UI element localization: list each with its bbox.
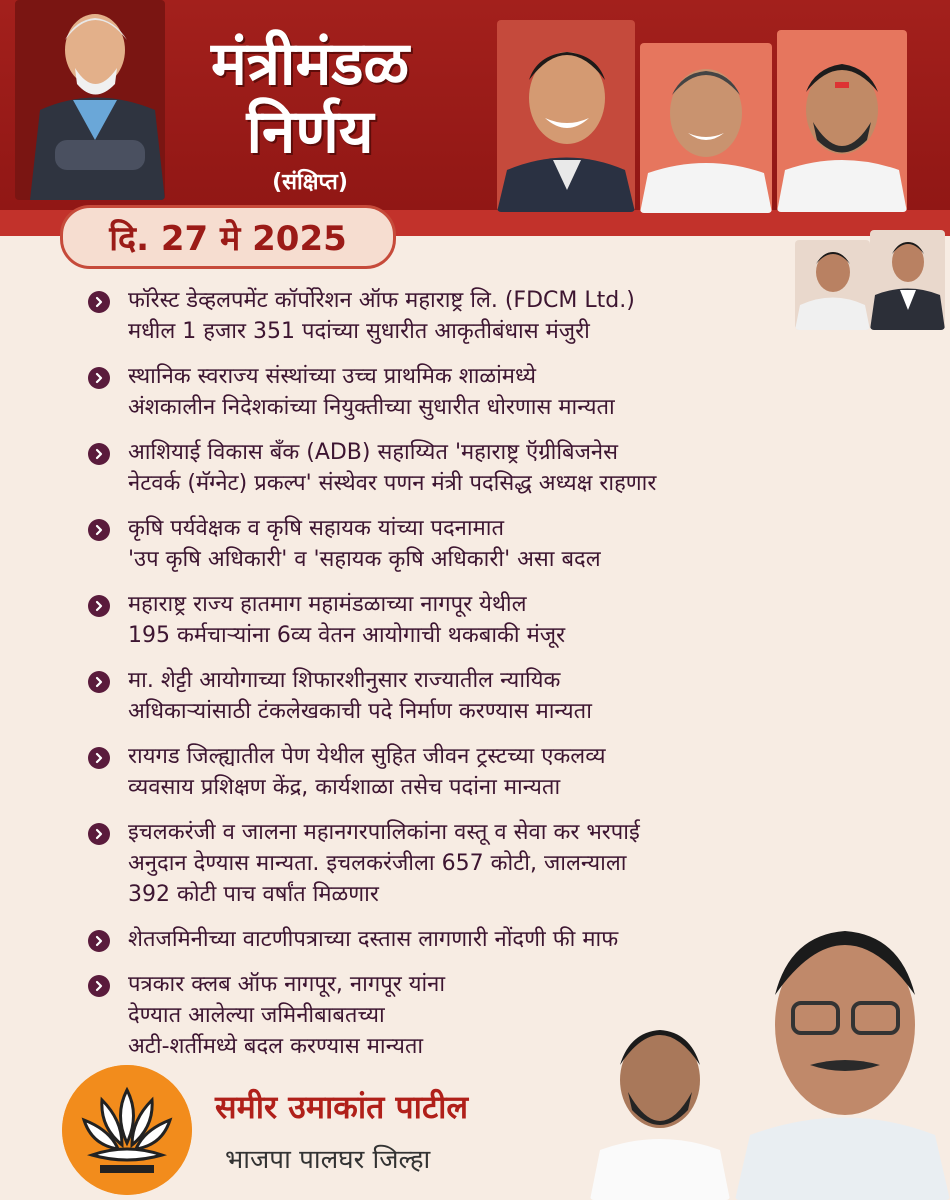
portrait-footer-main bbox=[735, 895, 950, 1200]
list-item bbox=[88, 361, 848, 423]
subtitle: (संक्षिप्त) bbox=[272, 170, 348, 195]
chevron-right-icon bbox=[88, 443, 110, 465]
chevron-right-icon bbox=[88, 975, 110, 997]
list-item-text: महाराष्ट्र राज्य हातमाग महामंडळाच्या नागपूर येथील 195 कर्मचाऱ्यांना 6व्य वेतन आयोगाची थकबाकी मंजूर bbox=[128, 592, 566, 648]
list-item bbox=[88, 285, 848, 347]
title-line-2: निर्णय bbox=[246, 97, 374, 167]
list-item-text: स्थानिक स्वराज्य संस्थांच्या उच्च प्राथमिक शाळांमध्ये अंशकालीन निदेशकांच्या नियुक्तीच्या सुधारीत धोरणास मान्यता bbox=[128, 364, 615, 420]
list-item-text: मा. शेट्टी आयोगाच्या शिफारशीनुसार राज्यातील न्यायिक अधिकाऱ्यांसाठी टंकलेखकाची पदे निर्माण करण्यास मान्यता bbox=[128, 668, 592, 724]
list-item-text: फॉरेस्ट डेव्हलपमेंट कॉर्पोरेशन ऑफ महाराष्ट्र लि. (FDCM Ltd.) मधील 1 हजार 351 पदांच्या सुधारीत आकृतीबंधास मंजुरी bbox=[128, 288, 635, 344]
chevron-right-icon bbox=[88, 291, 110, 313]
list-item-text: पत्रकार क्लब ऑफ नागपूर, नागपूर यांना देण्यात आलेल्या जमिनीबाबतच्या अटी-शर्तीमध्ये बदल करण्यास मान्यता bbox=[128, 972, 446, 1059]
list-item bbox=[88, 589, 848, 651]
chevron-right-icon bbox=[88, 519, 110, 541]
list-item bbox=[88, 817, 848, 910]
title-line-1: मंत्रीमंडळ bbox=[210, 29, 410, 99]
list-item-text: आशियाई विकास बँक (ADB) सहाय्यित 'महाराष्ट्र ऍग्रीबिजनेस नेटवर्क (मॅग्नेट) प्रकल्प' संस्थेवर पणन मंत्री पदसिद्ध अध्यक्ष राहणार bbox=[128, 440, 657, 496]
portrait-small-2 bbox=[870, 230, 945, 330]
portrait-leader-2 bbox=[640, 43, 772, 213]
list-item bbox=[88, 437, 848, 499]
list-item-text: इचलकरंजी व जालना महानगरपालिकांना वस्तू व सेवा कर भरपाई अनुदान देण्यास मान्यता. इचलकरंजीला 657 कोटी, जालन्याला 392 कोटी पाच वर्षांत मिळणार bbox=[128, 820, 640, 907]
list-item-text: शेतजमिनीच्या वाटणीपत्राच्या दस्तास लागणारी नोंदणी फी माफ bbox=[128, 927, 619, 952]
footer-role: भाजपा पालघर जिल्हा bbox=[225, 1145, 431, 1175]
portrait-footer-young bbox=[590, 1010, 730, 1200]
lotus-logo-icon bbox=[62, 1065, 192, 1195]
portrait-leader-3 bbox=[777, 30, 907, 212]
portrait-left-leader bbox=[15, 0, 165, 200]
chevron-right-icon bbox=[88, 823, 110, 845]
footer-name: समीर उमाकांत पाटील bbox=[215, 1088, 469, 1126]
chevron-right-icon bbox=[88, 595, 110, 617]
chevron-right-icon bbox=[88, 671, 110, 693]
list-item-text: रायगड जिल्ह्यातील पेण येथील सुहित जीवन ट्रस्टच्या एकलव्य व्यवसाय प्रशिक्षण केंद्र, कार्यशाळा तसेच पदांना मान्यता bbox=[128, 744, 606, 800]
list-item bbox=[88, 513, 848, 575]
chevron-right-icon bbox=[88, 930, 110, 952]
title-block bbox=[150, 30, 470, 196]
list-item-text: कृषि पर्यवेक्षक व कृषि सहायक यांच्या पदनामात 'उप कृषि अधिकारी' व 'सहायक कृषि अधिकारी' असा बदल bbox=[128, 516, 601, 572]
decision-list bbox=[88, 285, 848, 1076]
date-badge: दि. 27 मे 2025 bbox=[60, 205, 396, 269]
chevron-right-icon bbox=[88, 747, 110, 769]
list-item bbox=[88, 665, 848, 727]
list-item bbox=[88, 924, 848, 955]
list-item bbox=[88, 741, 848, 803]
chevron-right-icon bbox=[88, 367, 110, 389]
portrait-leader-1 bbox=[497, 20, 635, 212]
list-item bbox=[88, 969, 848, 1062]
